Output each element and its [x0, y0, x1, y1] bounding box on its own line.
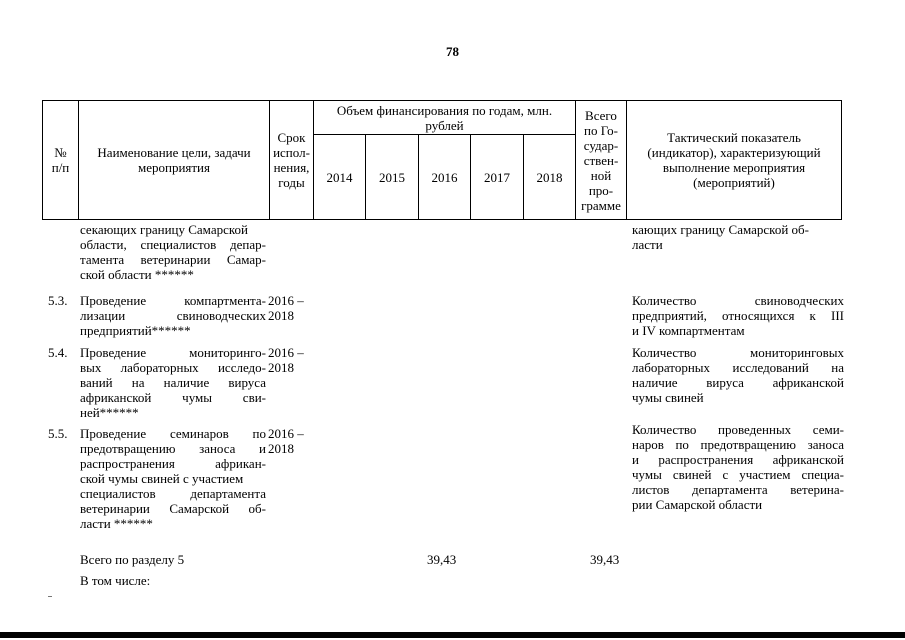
row-number: 5.5.: [48, 426, 68, 441]
row-indicator: Количество мониторинговых лабораторных исследований на наличие вируса африканской чумы свиней: [632, 345, 844, 405]
row-indicator: Количество свиноводческих предприятий, относящихся к III и IV компартментам: [632, 293, 844, 338]
including-label: В том числе:: [80, 573, 151, 588]
header-num: № п/п: [43, 101, 79, 220]
continuation-indicator: кающих границу Самарской об- ласти: [632, 222, 809, 252]
section-total-program: 39,43: [590, 552, 620, 567]
row-name: Проведение мониторинго- вых лабораторных исследо- ваний на наличие вируса африканской чумы сви- ней******: [80, 345, 266, 420]
table-header: [42, 100, 842, 220]
header-year-2014: 2014: [314, 135, 366, 220]
row-number: 5.4.: [48, 345, 68, 360]
header-year-2016: 2016: [419, 135, 471, 220]
page-number: 78: [446, 44, 459, 59]
page-bottom-rule: [0, 632, 905, 638]
header-year-2018: 2018: [524, 135, 576, 220]
row-term: 2016 – 2018: [268, 426, 304, 456]
row-number: 5.3.: [48, 293, 68, 308]
row-name: Проведение семинаров по предотвращению заноса и распространения африкан- ской чумы свиней с участием специалистов департамента ветеринарии Самарской об- ласти ******: [80, 426, 266, 531]
row-term: 2016 – 2018: [268, 293, 304, 323]
header-year-2017: 2017: [471, 135, 524, 220]
header-year-2015: 2015: [366, 135, 419, 220]
header-funding: Объем финансирования по годам, млн. рублей: [314, 101, 576, 135]
header-total: Всего по Го- судар- ствен- ной про- грамме: [576, 101, 627, 220]
row-name: Проведение компартмента- лизации свиноводческих предприятий******: [80, 293, 266, 338]
header-term: Срок испол- нения, годы: [270, 101, 314, 220]
continuation-name: секающих границу Самарской области, специалистов депар- тамента ветеринарии Самар- ской области ******: [80, 222, 266, 282]
section-total-label: Всего по разделу 5: [80, 552, 185, 567]
row-term: 2016 – 2018: [268, 345, 304, 375]
scan-mark: [48, 596, 52, 597]
header-indicator: Тактический показатель (индикатор), характеризующий выполнение мероприятия (мероприятий): [627, 101, 842, 220]
header-name: Наименование цели, задачи мероприятия: [79, 101, 270, 220]
section-total-2016: 39,43: [427, 552, 457, 567]
row-indicator: Количество проведенных семи- наров по предотвращению заноса и распространения африканской чумы свиней с участием специа- листов департамента ветерина- рии Самарской области: [632, 422, 844, 512]
